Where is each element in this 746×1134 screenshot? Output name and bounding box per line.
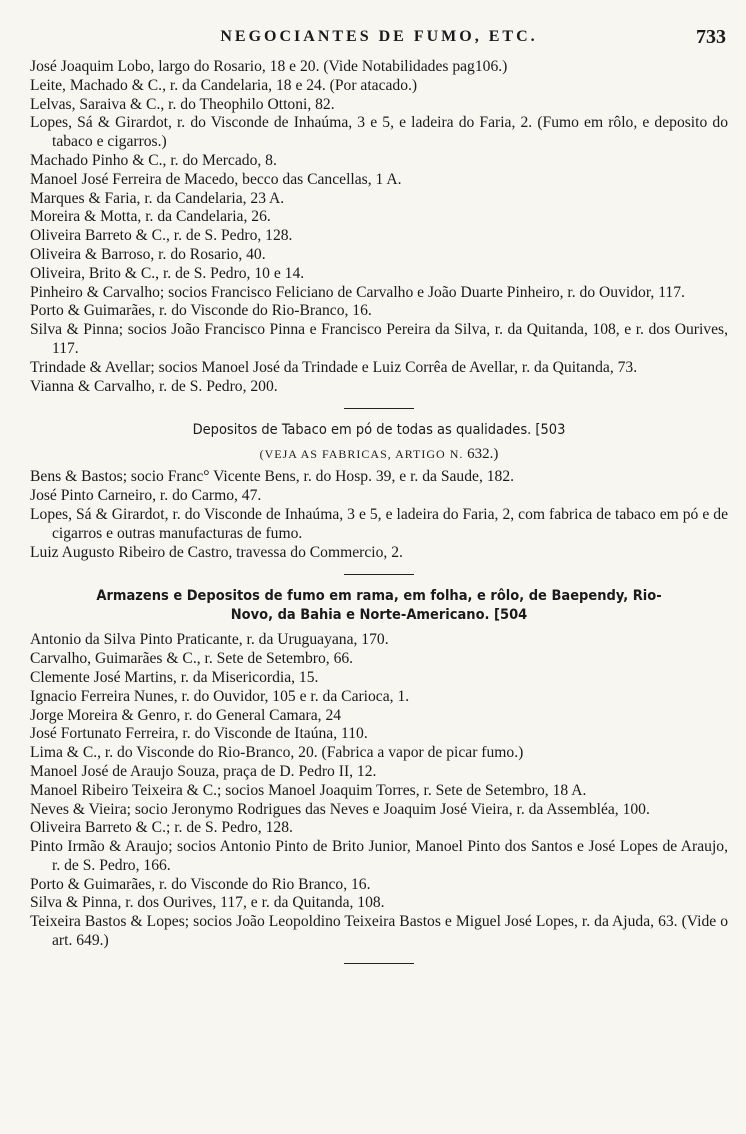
list-entry: Silva & Pinna; socios João Francisco Pinna e Francisco Pereira da Silva, r. da Quitanda, 108, e r. dos Ourives, 117. — [30, 321, 728, 357]
list-entry: Machado Pinho & C., r. do Mercado, 8. — [30, 151, 277, 169]
section-heading: Armazens e Depositos de fumo em rama, em folha, e rôlo, de Baependy, Rio- — [96, 588, 662, 605]
section-divider — [344, 574, 414, 575]
list-entry: Jorge Moreira & Genro, r. do General Camara, 24 — [30, 706, 342, 724]
cross-reference-number: 632.) — [467, 446, 499, 463]
section-divider — [344, 408, 414, 409]
list-entry: José Joaquim Lobo, largo do Rosario, 18 e 20. (Vide Notabilidades pag106.) — [30, 58, 508, 75]
cross-reference — [30, 444, 728, 464]
list-entry: Trindade & Avellar; socios Manoel José da Trindade e Luiz Corrêa de Avellar, r. da Quitanda, 73. — [30, 358, 638, 376]
snuff-depots-section — [30, 421, 728, 562]
list-entry: Oliveira Barreto & C.; r. de S. Pedro, 128. — [30, 819, 293, 837]
page-number: 733 — [696, 26, 726, 48]
list-entry: Leite, Machado & C., r. da Candelaria, 18 e 24. (Por atacado.) — [30, 76, 418, 94]
section-heading: Depositos de Tabaco em pó de todas as qualidades. [503 — [192, 422, 566, 439]
list-entry: José Fortunato Ferreira, r. do Visconde de Itaúna, 110. — [30, 725, 368, 743]
list-entry: Porto & Guimarães, r. do Visconde do Rio-Branco, 16. — [30, 302, 372, 320]
list-entry: Oliveira, Brito & C., r. de S. Pedro, 10 e 14. — [30, 264, 305, 282]
list-entry: Manoel José Ferreira de Macedo, becco das Cancellas, 1 A. — [30, 170, 402, 188]
section-heading-continued: Novo, da Bahia e Norte-Americano. [504 — [230, 607, 528, 624]
list-entry: Oliveira Barreto & C., r. de S. Pedro, 128. — [30, 227, 293, 245]
list-entry: Clemente José Martins, r. da Misericordia, 15. — [30, 668, 319, 686]
list-entry: Pinto Irmão & Araujo; socios Antonio Pinto de Brito Junior, Manoel Pinto dos Santos e José Lopes de Araujo, r. de S. Pedro, 166. — [30, 838, 728, 874]
list-entry: Lopes, Sá & Girardot, r. do Visconde de Inhaúma, 3 e 5, e ladeira do Faria, 2, com fabrica de tabaco em pó e de cigarros e outras manufacturas de fumo. — [30, 505, 728, 542]
list-entry: Moreira & Motta, r. da Candelaria, 26. — [30, 208, 271, 226]
leaf-tobacco-warehouses-section — [30, 587, 728, 951]
list-entry: Carvalho, Guimarães & C., r. Sete de Setembro, 66. — [30, 650, 354, 668]
list-entry: Marques & Faria, r. da Candelaria, 23 A. — [30, 189, 285, 207]
running-head: NEGOCIANTES DE FUMO, ETC. — [220, 28, 538, 45]
list-entry: Ignacio Ferreira Nunes, r. do Ouvidor, 105 e r. da Carioca, 1. — [30, 687, 410, 705]
list-entry: Luiz Augusto Ribeiro de Castro, travessa do Commercio, 2. — [30, 543, 403, 561]
list-entry: Neves & Vieira; socio Jeronymo Rodrigues das Neves e Joaquim José Vieira, r. da Assembléa, 100. — [30, 800, 650, 818]
cross-reference-label: (VEJA AS FABRICAS, ARTIGO N. — [259, 447, 464, 462]
list-entry: Silva & Pinna, r. dos Ourives, 117, e r. da Quitanda, 108. — [30, 894, 385, 912]
list-entry: Lima & C., r. do Visconde do Rio-Branco, 20. (Fabrica a vapor de picar fumo.) — [30, 744, 524, 762]
list-entry: José Pinto Carneiro, r. do Carmo, 47. — [30, 487, 262, 505]
tobacco-merchants-list — [30, 58, 728, 396]
list-entry: Manoel José de Araujo Souza, praça de D. Pedro II, 12. — [30, 762, 377, 780]
list-entry: Manoel Ribeiro Teixeira & C.; socios Manoel Joaquim Torres, r. Sete de Setembro, 18 A. — [30, 781, 587, 799]
page-header — [30, 24, 728, 58]
list-entry: Antonio da Silva Pinto Praticante, r. da Uruguayana, 170. — [30, 631, 389, 649]
section-divider — [344, 963, 414, 964]
list-entry: Bens & Bastos; socio Franc° Vicente Bens, r. do Hosp. 39, e r. da Saude, 182. — [30, 468, 515, 486]
list-entry: Lelvas, Saraiva & C., r. do Theophilo Ottoni, 82. — [30, 95, 335, 113]
list-entry: Porto & Guimarães, r. do Visconde do Rio Branco, 16. — [30, 875, 371, 893]
list-entry: Oliveira & Barroso, r. do Rosario, 40. — [30, 245, 266, 263]
list-entry: Teixeira Bastos & Lopes; socios João Leopoldino Teixeira Bastos e Miguel José Lopes, r. da Ajuda, 63. (Vide o art. 649.) — [30, 913, 728, 950]
list-entry: Lopes, Sá & Girardot, r. do Visconde de Inhaúma, 3 e 5, e ladeira do Faria, 2. (Fumo em rôlo, e deposito do tabaco e cigarros.) — [30, 114, 728, 151]
list-entry: Vianna & Carvalho, r. de S. Pedro, 200. — [30, 377, 278, 395]
list-entry: Pinheiro & Carvalho; socios Francisco Feliciano de Carvalho e João Duarte Pinheiro, r. do Ouvidor, 117. — [30, 283, 685, 301]
